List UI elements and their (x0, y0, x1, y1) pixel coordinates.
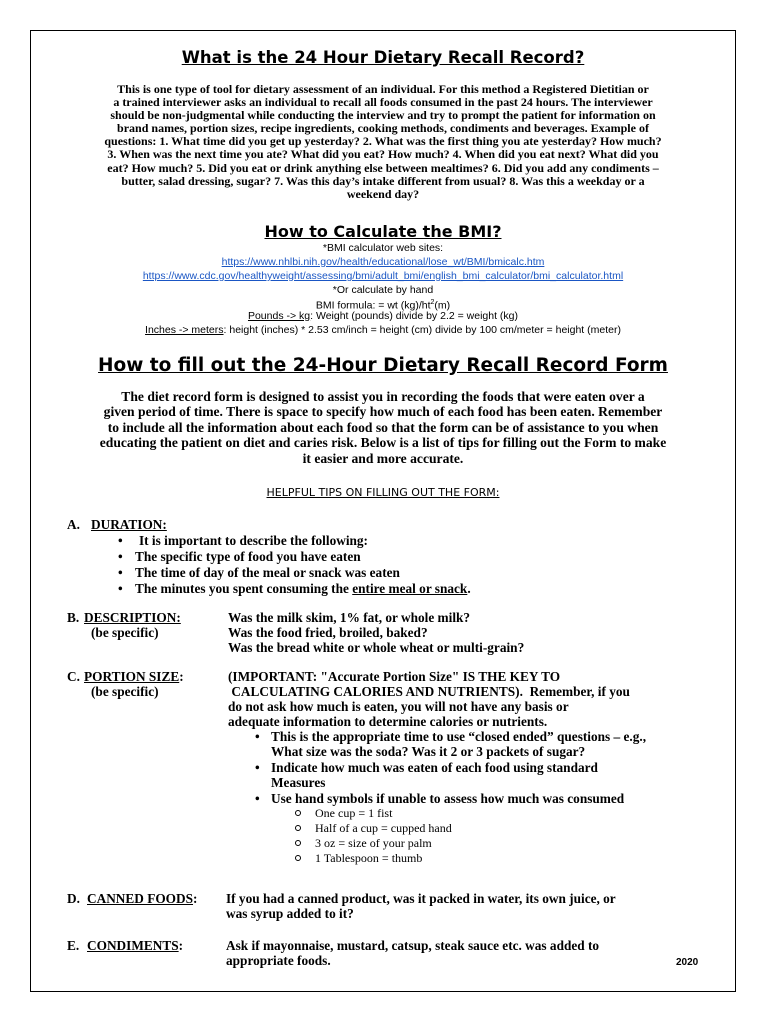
circle-bullet-icon (295, 855, 301, 861)
hand-symbol-item (295, 836, 432, 851)
bmi-sites-label: *BMI calculator web sites: (322, 242, 444, 254)
duration-bullet: The time of day of the meal or snack was eaten (135, 565, 400, 580)
bmi-link-nhlbi[interactable] (30, 256, 736, 269)
title-bmi: How to Calculate the BMI? (264, 222, 502, 241)
bmi-formula-suffix: (m) (434, 299, 451, 312)
condiments-label: CONDIMENTS (87, 938, 179, 953)
circle-bullet-icon (295, 840, 301, 846)
bmi-formula-prefix: BMI formula: = wt (kg)/ht (315, 299, 431, 312)
title-fill-out-form: How to fill out the 24-Hour Dietary Recall Record Form (98, 355, 668, 376)
description-label: DESCRIPTION: (84, 610, 181, 625)
hand-symbol-text: 3 oz = size of your palm (315, 836, 432, 850)
intro-line: a trained interviewer asks an individual to recall all foods consumed in the past 24 hours. The interviewer (113, 95, 653, 110)
description-line: Was the bread white or whole wheat or multi-grain? (228, 640, 525, 655)
inches-text: : height (inches) * 2.53 cm/inch = height (cm) divide by 100 cm/meter = height (meter) (223, 324, 621, 336)
hand-symbol-item (295, 806, 392, 821)
hand-symbol-item (295, 851, 422, 866)
description-line: Was the milk skim, 1% fat, or whole milk? (228, 610, 471, 625)
hand-symbol-text: Half of a cup = cupped hand (315, 821, 452, 835)
inches-label: Inches -> meters (145, 324, 224, 336)
bullet-icon: • (118, 581, 123, 596)
duration-bullet-text: The minutes you spent consuming the (135, 581, 353, 596)
bmi-link-cdc-text[interactable]: https://www.cdc.gov/healthyweight/assessing/bmi/adult_bmi/english_bmi_calculator/bmi_calculator.html (142, 270, 624, 282)
portion-line: (IMPORTANT: "Accurate Portion Size" IS THE KEY TO (228, 669, 561, 684)
canned-letter: D. (67, 891, 80, 906)
intro-line: brand names, portion sizes, recipe ingredients, cooking methods, condiments and beverages. Example of (117, 121, 649, 136)
duration-bullet: The specific type of food you have eaten (135, 549, 361, 564)
duration-letter: A. (67, 517, 80, 532)
duration-bullet: It is important to describe the following: (139, 533, 368, 548)
portion-bullet-line: This is the appropriate time to use “closed ended” questions – e.g., (271, 729, 647, 744)
form-intro-line: given period of time. There is space to specify how much of each food has been eaten. Remember (103, 404, 663, 420)
duration-period: . (467, 581, 471, 596)
intro-line: 3. When was the next time you ate? What did you eat? How much? 4. When did you eat next? What did you (107, 147, 659, 162)
condiments-colon: : (178, 938, 184, 953)
portion-line: adequate information to determine calories or nutrients. (228, 714, 548, 729)
pounds-text: : Weight (pounds) divide by 2.2 = weight (kg) (310, 310, 519, 322)
pounds-label: Pounds -> kg (247, 310, 311, 322)
title-24-hour-recall: What is the 24 Hour Dietary Recall Record? (181, 48, 585, 67)
description-letter: B. (67, 610, 80, 625)
intro-line: weekend day? (346, 186, 420, 201)
bmi-link-cdc[interactable] (30, 270, 736, 283)
portion-bullet-line: Measures (271, 775, 326, 790)
condiments-letter: E. (67, 938, 80, 953)
canned-label-wrap (87, 891, 197, 906)
circle-bullet-icon (295, 810, 301, 816)
duration-underlined: entire meal or snack (352, 581, 468, 596)
intro-line: should be non-judgmental while conducting the interview and try to prompt the patient for information on (110, 108, 656, 123)
intro-line: butter, salad dressing, sugar? 7. Was this day’s intake different from usual? 8. Was this a weekday or a (121, 173, 645, 188)
intro-line: questions: 1. What time did you get up yesterday? 2. What was the first thing you ate yesterday? How much? (104, 134, 662, 149)
bmi-inches-conversion (30, 324, 736, 337)
portion-colon: : (179, 669, 184, 684)
bullet-icon: • (255, 791, 260, 806)
description-line: Was the food fried, broiled, baked? (228, 625, 428, 640)
bmi-pounds-conversion (30, 310, 736, 323)
portion-bullet-line: What size was the soda? Was it 2 or 3 packets of sugar? (271, 744, 586, 759)
portion-line: do not ask how much is eaten, you will not have any basis or (228, 699, 569, 714)
bullet-icon: • (255, 760, 260, 775)
hand-symbol-text: One cup = 1 fist (315, 806, 393, 820)
bullet-icon: • (118, 533, 123, 548)
form-intro-line: to include all the information about each food so that the form can be of assistance to you when (107, 419, 659, 435)
bmi-link-nhlbi-text[interactable]: https://www.nhlbi.nih.gov/health/educational/lose_wt/BMI/bmicalc.htm (221, 256, 545, 268)
intro-paragraph (30, 83, 736, 201)
duration-bullet-last (135, 581, 471, 596)
form-intro-line: it easier and more accurate. (302, 450, 464, 466)
bullet-icon: • (255, 729, 260, 744)
bmi-formula-sup: 2 (430, 299, 435, 306)
portion-line: CALCULATING CALORIES AND NUTRIENTS). Remember, if you (228, 684, 630, 699)
form-intro-paragraph (30, 389, 736, 466)
bmi-by-hand: *Or calculate by hand (332, 284, 434, 296)
circle-bullet-icon (295, 825, 301, 831)
portion-label-wrap (84, 669, 184, 684)
hand-symbol-text: 1 Tablespoon = thumb (315, 851, 423, 865)
condiments-line: appropriate foods. (226, 953, 331, 968)
portion-bullet-line: Indicate how much was eaten of each food using standard (271, 760, 598, 775)
condiments-label-wrap (87, 938, 183, 953)
hand-symbol-item (295, 821, 452, 836)
condiments-line: Ask if mayonnaise, mustard, catsup, steak sauce etc. was added to (226, 938, 600, 953)
portion-note: (be specific) (91, 684, 159, 699)
bullet-icon: • (118, 565, 123, 580)
bullet-icon: • (118, 549, 123, 564)
canned-line: was syrup added to it? (226, 906, 354, 921)
canned-label: CANNED FOODS (87, 891, 194, 906)
portion-bullet-line: Use hand symbols if unable to assess how much was consumed (271, 791, 625, 806)
form-intro-line: educating the patient on diet and caries risk. Below is a list of tips for filling out the Form to make (99, 435, 667, 451)
intro-line: This is one type of tool for dietary assessment of an individual. For this method a Registered Dietitian or (117, 82, 649, 96)
duration-label: DURATION: (91, 517, 167, 532)
intro-line: eat? How much? 5. Did you eat or drink anything else between mealtimes? 6. Did you add any condiments – (107, 160, 659, 175)
form-intro-line: The diet record form is designed to assist you in recording the foods that were eaten over a (121, 389, 645, 404)
portion-label: PORTION SIZE (84, 669, 180, 684)
canned-colon: : (193, 891, 198, 906)
year-label: 2020 (676, 957, 699, 968)
portion-letter: C. (67, 669, 80, 684)
canned-line: If you had a canned product, was it packed in water, its own juice, or (226, 891, 616, 906)
description-note: (be specific) (91, 625, 159, 640)
tips-heading: HELPFUL TIPS ON FILLING OUT THE FORM: (266, 486, 500, 499)
